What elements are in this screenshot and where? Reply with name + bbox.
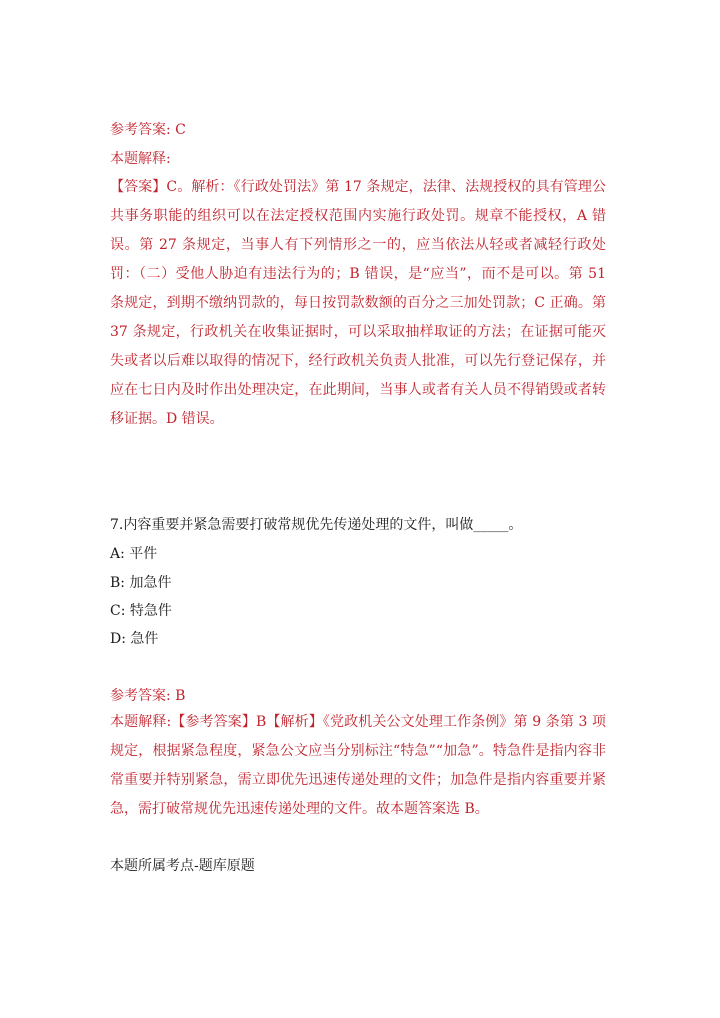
q7-question: 7.内容重要并紧急需要打破常规优先传递处理的文件，叫做_____。 [110,517,523,533]
q6-answer-line: 参考答案: C [110,122,186,138]
q7-option-b: B: 加急件 [110,575,172,591]
q6-explanation-label: 本题解释: [110,151,171,167]
q7-explanation: 本题解释:【参考答案】B【解析】《党政机关公文处理工作条例》第 9 条第 3 项规定，根据紧急程度，紧急公文应当分别标注“特急”“加急”。特急件是指内容非常重要并特别紧急，需立即优先迅速传递处理的文件；加急件是指内容重要并紧急，需打破常规优先迅速传递处理的文件。故本题答案选 B。 [110,714,606,817]
q7-footer: 本题所属考点-题库原题 [110,858,255,874]
q7-option-c: C: 特急件 [110,603,172,619]
q7-option-a: A: 平件 [110,546,158,562]
q7-option-d: D: 急件 [110,631,159,647]
q6-explanation: 【答案】C。解析：《行政处罚法》第 17 条规定，法律、法规授权的具有管理公共事务职能的组织可以在法定授权范围内实施行政处罚。规章不能授权，A 错误。第 27 条规定，当事人有下列情形之一的，应当依法从轻或者减轻行政处罚：（二）受他人胁迫有违法行为的；B 错误，是“应当”，而不是可以。第 51 条规定，到期不缴纳罚款的，每日按罚款数额的百分之三加处罚款；C 正确。第 37 条规定，行政机关在收集证据时，可以采取抽样取证的方法；在证据可能灭失或者以后难以取得的情况下，经行政机关负责人批准，可以先行登记保存，并应在七日内及时作出处理决定，在此期间，当事人或者有关人员不得销毁或者转移证据。D 错误。 [110,179,606,427]
q7-answer-line: 参考答案: B [110,688,186,704]
